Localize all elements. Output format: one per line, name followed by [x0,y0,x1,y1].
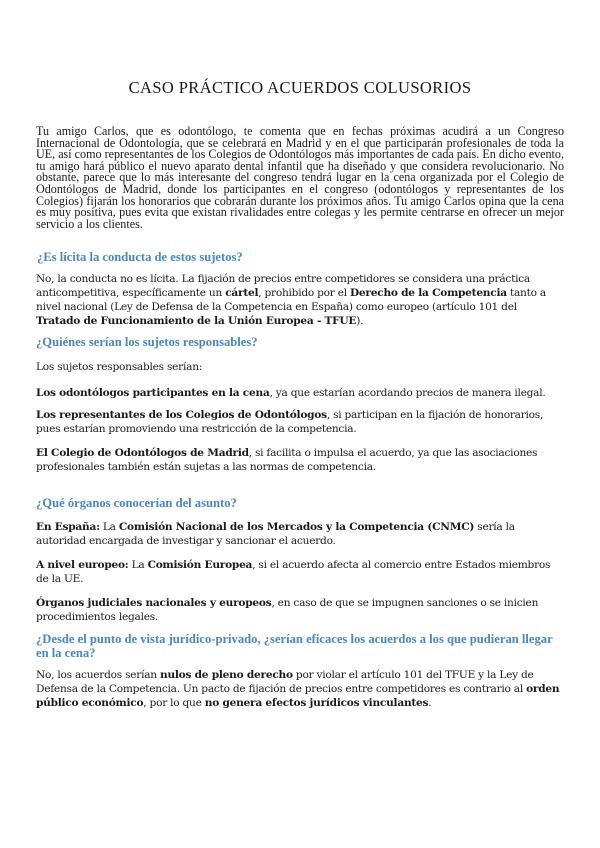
question-responsible: ¿Quiénes serían los sujetos responsables? [36,335,258,349]
intro-paragraph: Tu amigo Carlos, que es odontólogo, te comenta que en fechas próximas acudirá a un Congreso Internacional de Odontología, que se celebrará en Madrid y en el que participarán profesionales de toda la UE, así como representantes de los Colegios de Odontólogos más importantes de cada país. En dicho evento, tu amigo hará público el nuevo aparato dental infantil que ha diseñado y que considera revolucionario. No obstante, parece que lo más interesante del congreso tendrá lugar en la cena organizada por el Colegio de Odontólogos de Madrid, donde los participantes en el congreso (odontólogos y representantes de los Colegios) fijarán los honorarios que cobrarán durante los próximos años. Tu amigo Carlos opina que la cena es muy positiva, pues evita que existan rivalidades entre colegas y les permite centrarse en ofrecer un mejor servicio a los clientes. [36,124,564,231]
responsible-item: Los representantes de los Colegios de Odontólogos, si participan en la fijación de honorarios, pues estarían promoviendo una restricción de la competencia. [36,409,544,435]
question-bodies: ¿Qué órganos conocerían del asunto? [36,496,237,510]
bodies-item: A nivel europeo: La Comisión Europea, si el acuerdo afecta al comercio entre Estados miembros de la UE. [36,559,551,585]
bodies-item: En España: La Comisión Nacional de los Mercados y la Competencia (CNMC) sería la autoridad encargada de investigar y sancionar el acuerdo. [36,521,515,547]
answer-legality: No, la conducta no es lícita. La fijación de precios entre competidores se considera una práctica anticompetitiva, específicamente un cártel, prohibido por el Derecho de la Competencia tanto a nivel nacional (Ley de Defensa de la Competencia en España) como europeo (artículo 101 del Tratado de Funcionamiento de la Unión Europea - TFUE). [36,273,546,327]
question-legality: ¿Es lícita la conducta de estos sujetos? [37,250,243,264]
responsible-item: Los odontólogos participantes en la cena, ya que estarían acordando precios de manera ilegal. [36,387,546,399]
question-effectiveness: ¿Desde el punto de vista jurídico-privado, ¿serían eficaces los acuerdos a los que pudieran llegar en la cena? [36,632,553,660]
bodies-item: Órganos judiciales nacionales y europeos, en caso de que se impugnen sanciones o se inicien procedimientos legales. [36,597,539,623]
answer-effectiveness: No, los acuerdos serían nulos de pleno derecho por violar el artículo 101 del TFUE y la Ley de Defensa de la Competencia. Un pacto de fijación de precios entre competidores es contrario al orden público económico, por lo que no genera efectos jurídicos vinculantes. [36,669,560,709]
responsible-item: El Colegio de Odontólogos de Madrid, si facilita o impulsa el acuerdo, ya que las asociaciones profesionales también están sujetas a las normas de competencia. [36,447,538,473]
responsible-lead: Los sujetos responsables serían: [36,361,203,373]
document-title: CASO PRÁCTICO ACUERDOS COLUSORIOS [128,78,472,97]
